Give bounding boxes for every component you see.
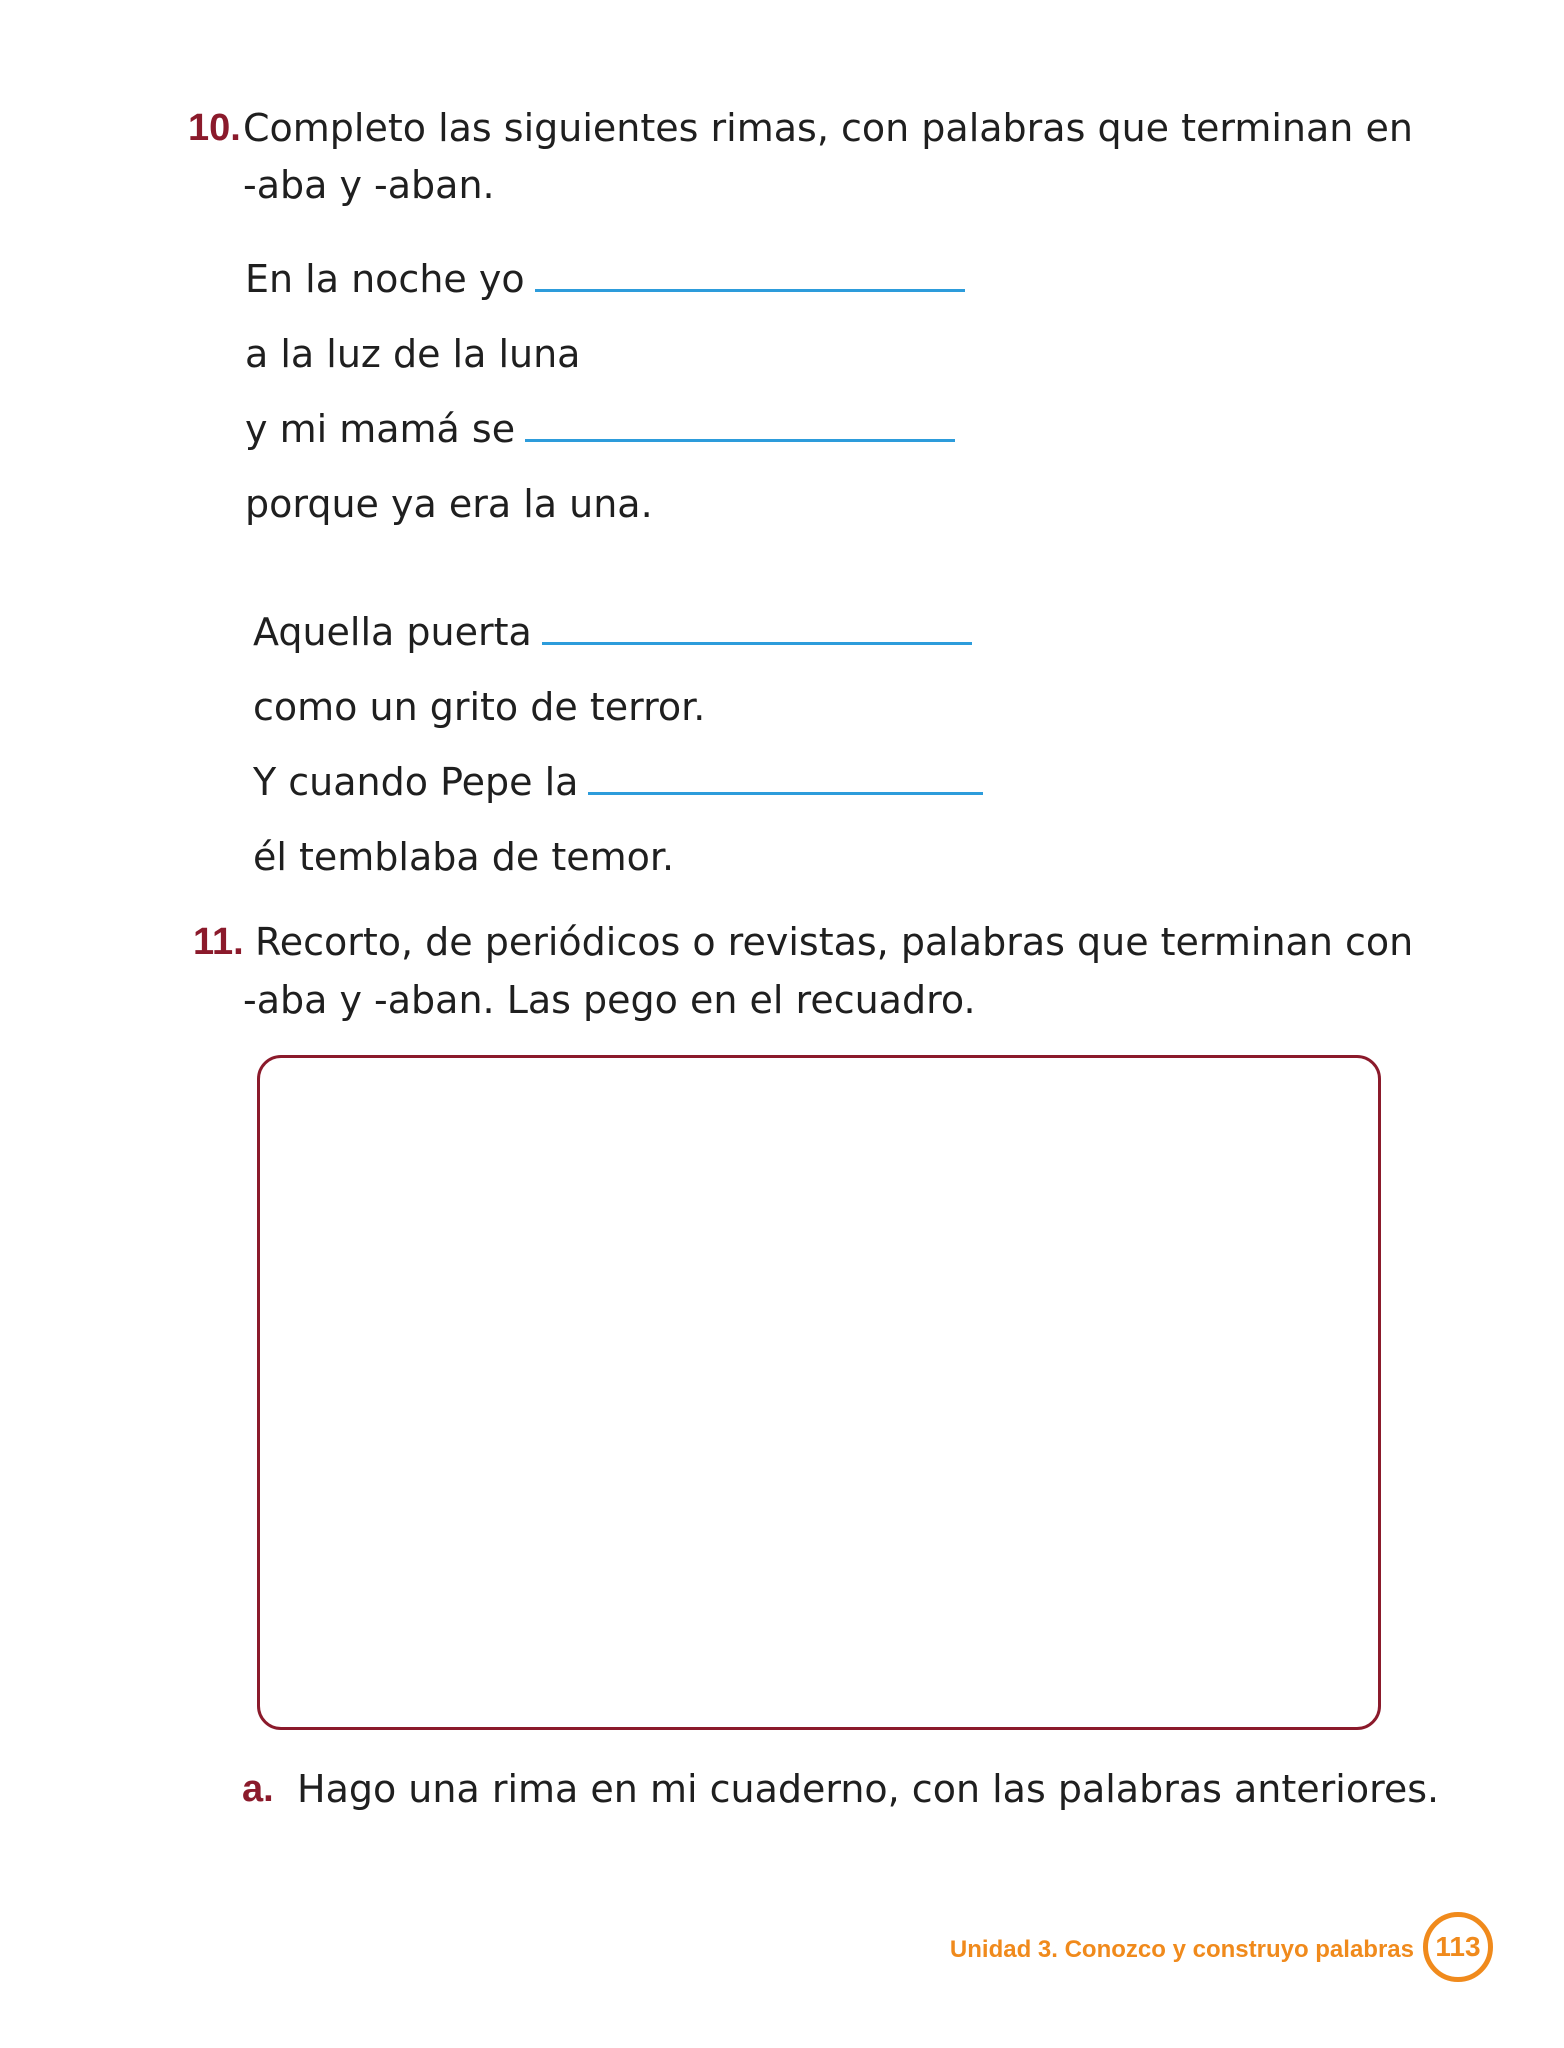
sub-a-letter: a. [242, 1768, 274, 1810]
exercise-10-number: 10. [188, 107, 241, 149]
rhyme1-line3-text: y mi mamá se [245, 407, 516, 451]
rhyme2-blank-1[interactable] [542, 642, 972, 645]
rhyme1-line3 [245, 405, 955, 453]
rhyme1-line1-text: En la noche yo [245, 257, 525, 301]
rhyme1-blank-2[interactable] [525, 439, 955, 442]
exercise-10-instruction-line2: -aba y -aban. [243, 163, 495, 207]
paste-box[interactable] [257, 1055, 1381, 1730]
rhyme1-line2: a la luz de la luna [245, 332, 581, 376]
rhyme2-line3-text: Y cuando Pepe la [253, 760, 579, 804]
exercise-11-instruction-line2: -aba y -aban. Las pego en el recuadro. [243, 978, 976, 1022]
rhyme2-line1-text: Aquella puerta [253, 610, 532, 654]
exercise-11-instruction-line1: Recorto, de periódicos o revistas, palabras que terminan con [255, 920, 1414, 964]
rhyme1-line1 [245, 255, 965, 303]
exercise-11-number: 11. [193, 921, 244, 963]
rhyme2-line2: como un grito de terror. [253, 685, 706, 729]
rhyme2-line3 [253, 758, 983, 806]
footer-unit-title: Unidad 3. Conozco y construyo palabras [949, 1936, 1414, 1963]
exercise-10-instruction-line1: Completo las siguientes rimas, con palabras que terminan en [243, 106, 1413, 150]
sub-a-text: Hago una rima en mi cuaderno, con las palabras anteriores. [297, 1767, 1440, 1811]
rhyme2-line1 [253, 608, 972, 656]
rhyme2-blank-2[interactable] [588, 792, 983, 795]
rhyme1-line4: porque ya era la una. [245, 482, 653, 526]
rhyme1-blank-1[interactable] [535, 289, 965, 292]
rhyme2-line4: él temblaba de temor. [253, 835, 675, 879]
page-number-badge: 113 [1423, 1912, 1493, 1982]
